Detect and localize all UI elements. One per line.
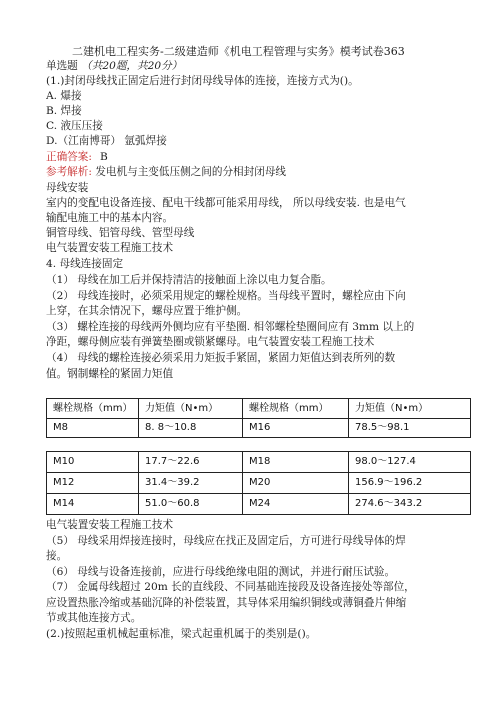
analysis-line-1: 母线安装: [46, 182, 89, 194]
torque-table-header: [46, 398, 471, 438]
answer-line: [46, 150, 466, 164]
table-cell: M10: [47, 452, 139, 473]
analysis-line-2: 室内的变配电设备连接、配电干线都可能采用母线， 所以母线安装. 也是电气: [46, 197, 406, 209]
table-cell: M12: [47, 473, 139, 494]
after-line-3: 接。: [46, 550, 68, 562]
table-cell: M8: [47, 419, 139, 438]
analysis-line-8: （2） 母线连接时，必须采用规定的螺栓规格。当母线平置时，螺栓应由下向: [46, 290, 406, 302]
question-1-stem: (1.)封闭母线找正固定后进行封闭母线导体的连接，连接方式为()。: [46, 75, 359, 87]
analysis-line-11: 净距，螺母侧应装有弹簧垫圈或锁紧螺母。电气装置安装工程施工技术: [46, 336, 375, 348]
table-cell: M14: [47, 494, 139, 515]
after-line-5: （7） 金属母线超过 20m 长的直线段、不同基础连接段及设备连接处等部位，: [46, 581, 415, 593]
table-row: [47, 473, 471, 494]
table-header-cell: 力矩值（N•m）: [139, 399, 243, 419]
table-cell: M24: [243, 494, 349, 515]
after-line-2: （5） 母线采用焊接连接时，母线应在找正及固定后，方可进行母线导体的焊: [46, 535, 406, 547]
table-cell: M18: [243, 452, 349, 473]
analysis-line: [46, 165, 466, 179]
table-row: [47, 494, 471, 515]
table-cell: 156.9～196.2: [349, 473, 471, 494]
analysis-line-5: 电气装置安装工程施工技术: [46, 242, 174, 254]
option-a: A. 爆接: [46, 90, 82, 102]
table-cell: 78.5～98.1: [349, 419, 471, 438]
option-d: D.（江南博哥） 氩弧焊接: [46, 135, 167, 147]
analysis-line-10: （3） 螺栓连接的母线两外侧均应有平垫圈. 相邻螺栓垫圈间应有 3mm 以上的: [46, 321, 415, 333]
section-header: [46, 59, 466, 73]
after-line-4: （6） 母线与设备连接前，应进行母线绝缘电阻的测试，并进行耐压试验。: [46, 566, 396, 578]
table-row: [47, 419, 471, 438]
table-cell: 31.4～39.2: [139, 473, 243, 494]
analysis-line-12: （4） 母线的螺栓连接必须采用力矩扳手紧固，紧固力矩值达到表所列的数: [46, 352, 396, 364]
table-cell: 98.0～127.4: [349, 452, 471, 473]
analysis-line-13: 值。钢制螺栓的紧固力矩值: [46, 368, 174, 380]
after-line-6: 应设置热胀冷缩或基础沉降的补偿装置，其导体采用编织铜线或薄铜叠片伸缩: [46, 597, 407, 609]
table-cell: 274.6～343.2: [349, 494, 471, 515]
table-header-cell: 螺栓规格（mm）: [243, 399, 349, 419]
table-header-cell: 力矩值（N•m）: [349, 399, 471, 419]
option-c: C. 液压压接: [46, 120, 103, 132]
question-2-stem: (2.)按照起重机械起重标准，梁式起重机属于的类别是()。: [46, 628, 317, 640]
table-header-row: [47, 399, 471, 419]
section-label: 单选题: [46, 60, 78, 72]
table-cell: M20: [243, 473, 349, 494]
analysis-text: 发电机与主变低压侧之间的分相封闭母线: [95, 166, 287, 178]
analysis-line-4: 铜管母线、铝管母线、管型母线: [46, 227, 195, 239]
section-note: （共20题，共20分）: [81, 60, 183, 72]
torque-table-body: [46, 451, 471, 515]
answer-value: B: [99, 151, 108, 163]
analysis-line-3: 输配电施工中的基本内容。: [46, 212, 174, 224]
analysis-line-6: 4. 母线连接固定: [46, 258, 124, 270]
analysis-line-7: （1） 母线在加工后并保持清洁的接触面上涂以电力复合脂。: [46, 274, 332, 286]
analysis-label: 参考解析:: [46, 166, 92, 178]
table-cell: 8. 8～10.8: [139, 419, 243, 438]
table-cell: 51.0～60.8: [139, 494, 243, 515]
after-line-1: 电气装置安装工程施工技术: [46, 519, 174, 531]
table-row: [47, 452, 471, 473]
table-cell: 17.7～22.6: [139, 452, 243, 473]
after-line-7: 节或其他连接方式。: [46, 612, 142, 624]
doc-title: 二建机电工程实务-二级建造师《机电工程管理与实务》模考试卷363: [72, 45, 405, 58]
table-cell: M16: [243, 419, 349, 438]
analysis-line-9: 上穿，在其余情况下，螺母应置于维护侧。: [46, 305, 248, 317]
table-header-cell: 螺栓规格（mm）: [47, 399, 139, 419]
answer-label: 正确答案:: [46, 151, 92, 163]
option-b: B. 焊接: [46, 105, 82, 117]
